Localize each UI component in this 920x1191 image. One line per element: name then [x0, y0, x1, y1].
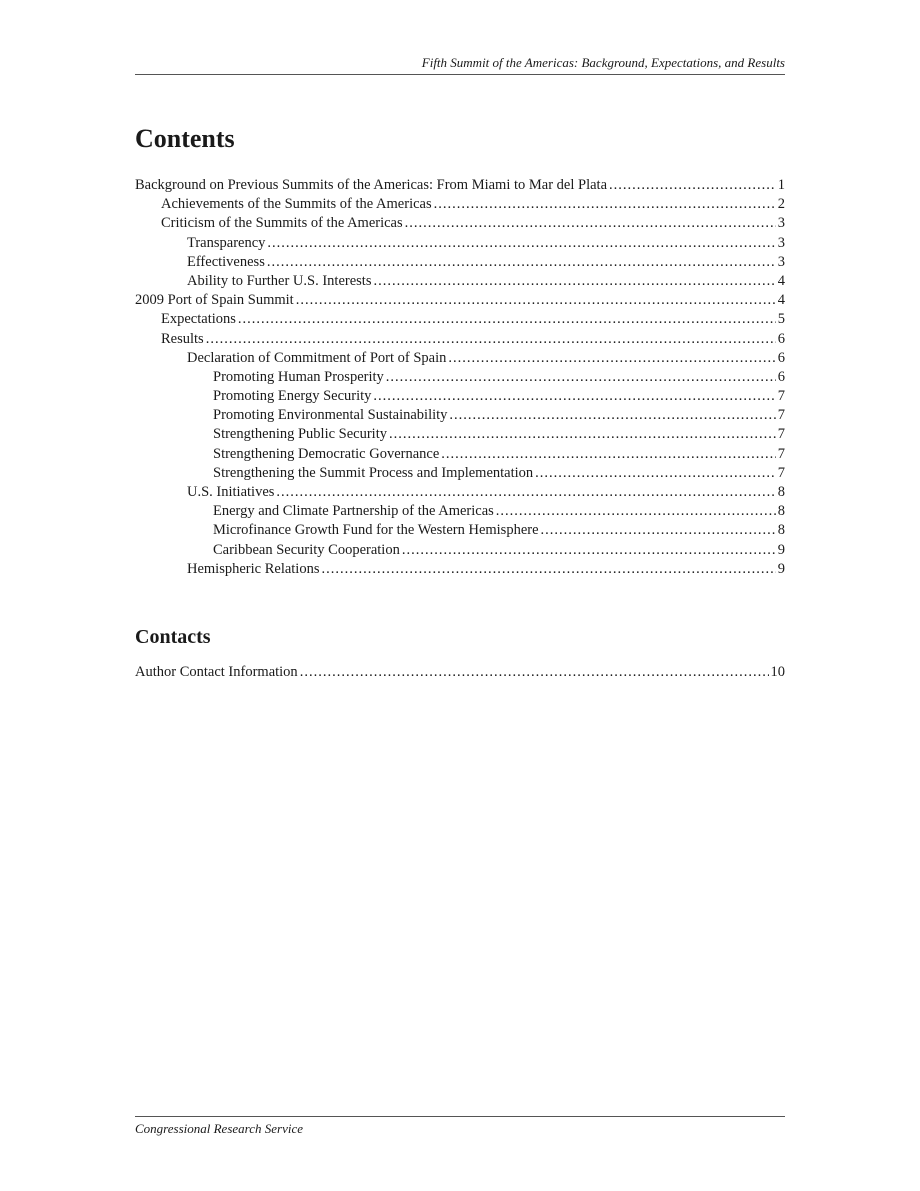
toc-entry-label: Strengthening Democratic Governance — [213, 445, 440, 462]
toc-entry[interactable] — [135, 541, 785, 560]
toc-entry[interactable] — [135, 330, 785, 349]
toc-dot-leader — [321, 560, 775, 579]
toc-entry[interactable] — [135, 291, 785, 310]
contents-title: Contents — [135, 124, 235, 153]
toc-entry-label: Results — [161, 330, 204, 347]
toc-entry[interactable] — [135, 521, 785, 540]
toc-entry-page-number: 5 — [777, 311, 785, 328]
toc-dot-leader — [206, 330, 776, 349]
toc-entry[interactable] — [135, 483, 785, 502]
toc-entry-page-number: 8 — [777, 484, 785, 500]
toc-entry-label: Transparency — [187, 234, 266, 251]
toc-entry[interactable] — [135, 406, 785, 425]
toc-entry-label: Strengthening Public Security — [213, 426, 387, 443]
toc-entry-page-number: 3 — [777, 253, 785, 270]
toc-entry[interactable] — [135, 310, 785, 329]
running-header: Fifth Summit of the Americas: Background, Expectations, and Results — [135, 55, 785, 75]
toc-entry-page-number: 4 — [777, 272, 785, 289]
toc-dot-leader — [496, 502, 776, 521]
toc-entry-page-number: 7 — [777, 445, 785, 462]
toc-entry-label: Effectiveness — [187, 253, 265, 270]
contacts-title: Contacts — [135, 626, 211, 648]
toc-dot-leader — [448, 349, 775, 368]
toc-entry-label: Caribbean Security Cooperation — [213, 541, 400, 558]
toc-dot-leader — [296, 291, 776, 310]
toc-entry-label: Promoting Human Prosperity — [213, 368, 384, 385]
toc-dot-leader — [300, 663, 769, 682]
toc-entry[interactable] — [135, 425, 785, 444]
toc-entry-page-number: 3 — [777, 215, 785, 232]
running-footer: Congressional Research Service — [135, 1116, 785, 1137]
toc-entry[interactable] — [135, 502, 785, 521]
toc-entry[interactable] — [135, 387, 785, 406]
toc-entry[interactable] — [135, 368, 785, 387]
toc-dot-leader — [609, 176, 776, 195]
toc-dot-leader — [434, 195, 776, 214]
toc-dot-leader — [373, 272, 775, 291]
toc-entry-label: 2009 Port of Spain Summit — [135, 292, 294, 309]
toc-entry-page-number: 6 — [777, 349, 785, 366]
toc-entry-label: Author Contact Information — [135, 664, 298, 680]
toc-dot-leader — [402, 541, 776, 560]
toc-entry-label: Promoting Environmental Sustainability — [213, 407, 448, 424]
toc-entry-page-number: 2 — [777, 196, 785, 213]
toc-entry-page-number: 10 — [770, 664, 785, 680]
toc-dot-leader — [405, 214, 776, 233]
toc-dot-leader — [535, 464, 776, 483]
toc-entry[interactable] — [135, 214, 785, 233]
toc-entry[interactable] — [135, 253, 785, 272]
toc-entry-label: Achievements of the Summits of the Americas — [161, 196, 432, 213]
toc-entry-label: Ability to Further U.S. Interests — [187, 272, 372, 289]
toc-entry-label: Criticism of the Summits of the Americas — [161, 215, 403, 232]
toc-dot-leader — [541, 521, 776, 540]
toc-entry-page-number: 9 — [777, 541, 785, 558]
toc-entry-page-number: 7 — [777, 464, 785, 481]
toc-entry[interactable] — [135, 560, 785, 579]
toc-dot-leader — [267, 234, 775, 253]
toc-dot-leader — [389, 425, 776, 444]
toc-entry[interactable] — [135, 195, 785, 214]
toc-entry-label: Strengthening the Summit Process and Implementation — [213, 464, 534, 481]
toc-dot-leader — [373, 387, 775, 406]
toc-entry[interactable] — [135, 234, 785, 253]
toc-entry-label: Hemispheric Relations — [187, 560, 320, 577]
toc-entry-page-number: 9 — [777, 560, 785, 577]
toc-entry-page-number: 8 — [777, 522, 785, 539]
toc-entry-label: Declaration of Commitment of Port of Spain — [187, 349, 447, 366]
toc-dot-leader — [386, 368, 776, 387]
toc-entry-page-number: 8 — [777, 503, 785, 520]
toc-entry-label: Microfinance Growth Fund for the Western Hemisphere — [213, 522, 539, 539]
toc-dot-leader — [441, 445, 775, 464]
contents-toc-list — [135, 176, 785, 579]
toc-entry-label: Promoting Energy Security — [213, 388, 372, 405]
toc-entry[interactable] — [135, 464, 785, 483]
contacts-toc-list — [135, 663, 785, 682]
toc-entry-page-number: 6 — [777, 330, 785, 347]
toc-entry-page-number: 3 — [777, 234, 785, 251]
toc-dot-leader — [276, 483, 775, 502]
toc-entry-page-number: 7 — [777, 407, 785, 424]
toc-entry-label: Energy and Climate Partnership of the Americas — [213, 503, 494, 520]
toc-entry-label: Expectations — [161, 311, 236, 328]
toc-dot-leader — [267, 253, 776, 272]
toc-entry[interactable] — [135, 349, 785, 368]
toc-entry[interactable] — [135, 176, 785, 195]
toc-entry-page-number: 7 — [777, 388, 785, 405]
toc-entry[interactable] — [135, 663, 785, 682]
toc-entry-page-number: 6 — [777, 368, 785, 385]
toc-dot-leader — [449, 406, 775, 425]
toc-entry[interactable] — [135, 272, 785, 291]
toc-entry-label: U.S. Initiatives — [187, 484, 275, 500]
toc-entry[interactable] — [135, 445, 785, 464]
toc-entry-page-number: 7 — [777, 426, 785, 443]
toc-entry-label: Background on Previous Summits of the Americas: From Miami to Mar del Plata — [135, 177, 608, 193]
toc-entry-page-number: 1 — [777, 177, 785, 193]
toc-entry-page-number: 4 — [777, 292, 785, 309]
toc-dot-leader — [238, 310, 776, 329]
